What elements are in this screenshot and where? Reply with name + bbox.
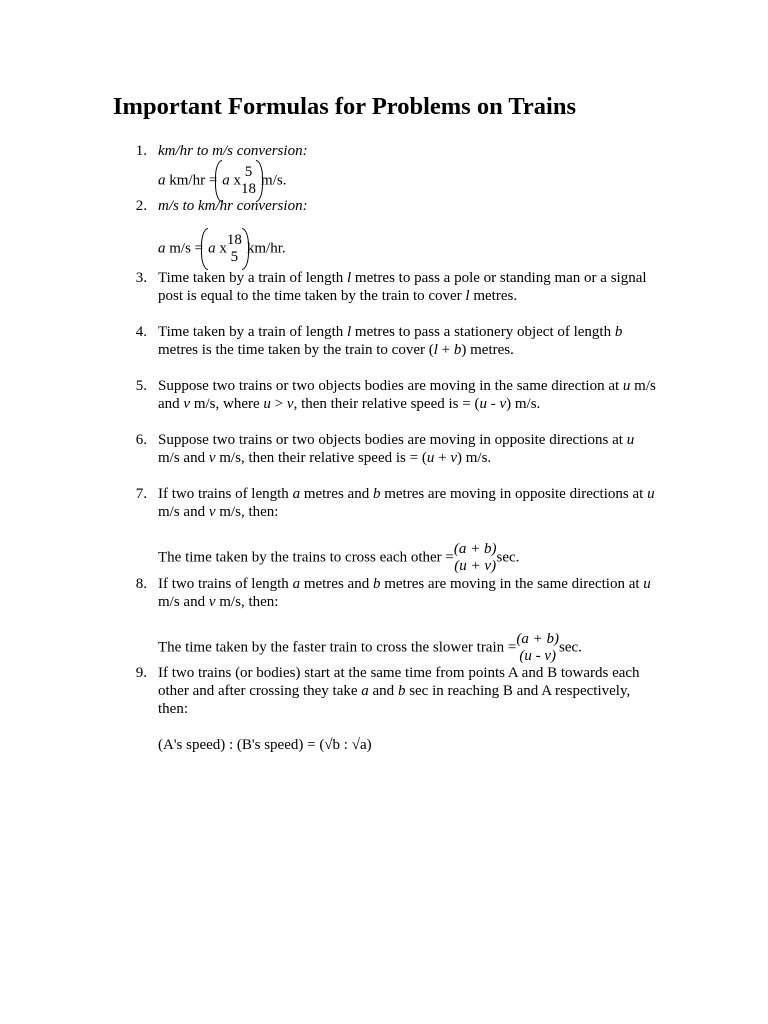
formula-unit-right: m/s.: [261, 172, 287, 189]
formula-unit-left: m/s =: [169, 240, 204, 257]
formula-unit-right: km/hr.: [246, 240, 286, 257]
fraction-numerator: (a + b): [453, 541, 497, 557]
item-text: Suppose two trains or two objects bodies are moving in the same direction at u m/s and v m/s, where u > v, then their relative speed is = (u - v) m/s.: [158, 378, 656, 412]
formula-variable: a: [158, 172, 166, 189]
formula-fraction: [227, 232, 242, 266]
list-item-8: [113, 575, 658, 665]
item-text: If two trains (or bodies) start at the same time from points A and B towards each other and after crossing they take a and b sec in reaching B and A respectively, then:: [158, 665, 640, 717]
formula-unit: sec.: [496, 549, 520, 566]
formula-fraction: [516, 631, 559, 665]
item-text: Time taken by a train of length l metres to pass a pole or standing man or a signal post is equal to the time taken by the train to cover l metres.: [158, 270, 647, 304]
fraction-numerator: 5: [244, 164, 253, 180]
list-item-1: [113, 142, 658, 198]
conversion-formula: [158, 232, 286, 266]
crossing-formula: [158, 541, 658, 575]
formula-variable: a: [158, 240, 166, 257]
formula-text: The time taken by the trains to cross each other =: [158, 549, 454, 566]
fraction-denominator: 5: [230, 249, 239, 265]
item-number: 4.: [135, 324, 147, 340]
item-number: 3.: [135, 270, 147, 286]
formula-fraction: [241, 164, 256, 198]
item-number: 9.: [135, 665, 147, 681]
formula-unit-left: km/hr =: [169, 172, 218, 189]
conversion-formula: [158, 164, 286, 198]
item-number: 6.: [135, 432, 147, 448]
list-item-9: [113, 664, 658, 754]
formula-parenthesis: [204, 232, 246, 266]
fraction-denominator: 18: [241, 181, 257, 197]
item-number: 1.: [135, 143, 147, 159]
list-item-6: [113, 431, 658, 467]
item-heading: m/s to km/hr conversion:: [158, 198, 308, 214]
page-title: Important Formulas for Problems on Trains: [113, 93, 577, 120]
list-item-7: [113, 485, 658, 575]
item-number: 5.: [135, 378, 147, 394]
list-item-2: [113, 197, 658, 266]
item-text: Suppose two trains or two objects bodies are moving in opposite directions at u m/s and v m/s, then their relative speed is = (u + v) m/s.: [158, 432, 635, 466]
formula-fraction: [454, 541, 497, 575]
formula-multiply: x: [219, 240, 227, 257]
list-item-5: [113, 377, 658, 413]
fraction-denominator: (u - v): [519, 648, 556, 664]
item-text: Time taken by a train of length l metres to pass a stationery object of length b metres is the time taken by the train to cover (l + b) metres.: [158, 324, 623, 358]
fraction-numerator: 18: [226, 232, 242, 248]
formula-multiply: x: [233, 172, 242, 189]
item-number: 8.: [135, 576, 147, 592]
item-number: 2.: [135, 198, 147, 214]
item-number: 7.: [135, 486, 147, 502]
formula-variable: a: [222, 172, 230, 189]
item-text: If two trains of length a metres and b metres are moving in the same direction at u m/s and v m/s, then:: [158, 576, 651, 610]
fraction-numerator: (a + b): [516, 631, 559, 647]
list-item-3: [113, 269, 658, 305]
item-heading: km/hr to m/s conversion:: [158, 143, 308, 159]
formula-variable: a: [208, 240, 216, 257]
fraction-denominator: (u + v): [454, 558, 497, 574]
crossing-formula: [158, 631, 658, 665]
item-text: If two trains of length a metres and b metres are moving in opposite directions at u m/s and v m/s, then:: [158, 486, 655, 520]
formula-text: The time taken by the faster train to cross the slower train =: [158, 639, 517, 656]
formula-unit: sec.: [558, 639, 582, 656]
speed-ratio-formula: (A's speed) : (B's speed) = (√b : √a): [158, 737, 372, 753]
formula-parenthesis: [218, 164, 260, 198]
list-item-4: [113, 323, 658, 359]
